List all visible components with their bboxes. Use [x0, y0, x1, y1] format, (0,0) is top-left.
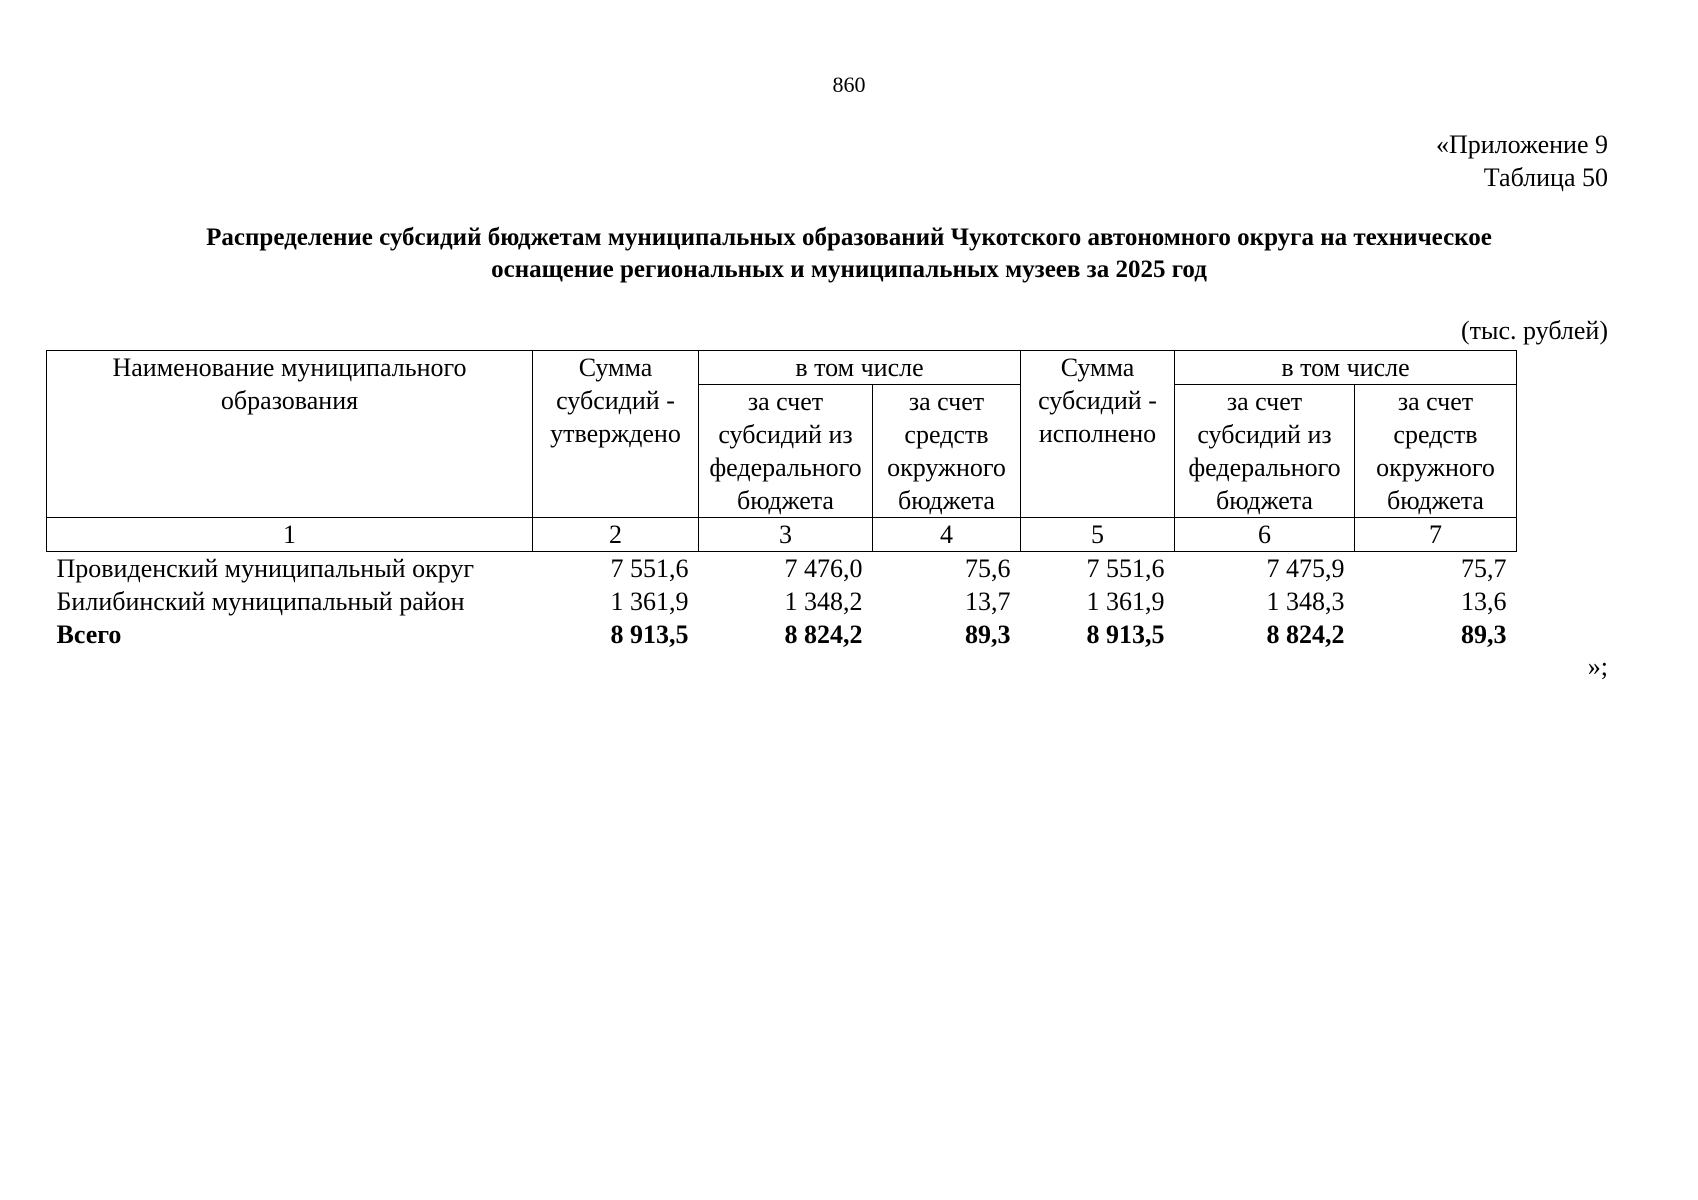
approved-total: 1 361,9: [610, 587, 689, 616]
executed-district: 75,7: [1461, 554, 1507, 583]
column-number: 3: [699, 518, 873, 552]
header-approved: Сумма субсидий - утверждено: [533, 351, 699, 518]
total-executed: 8 913,5: [1086, 620, 1165, 649]
table-row: [47, 552, 1517, 586]
total-executed-federal: 8 824,2: [1266, 620, 1345, 649]
column-numbers-row: [47, 518, 1517, 552]
municipality-name: Провиденский муниципальный округ: [56, 554, 475, 583]
executed-total: 1 361,9: [1086, 587, 1165, 616]
table-row: [47, 585, 1517, 618]
units-note: (тыс. рублей): [1460, 316, 1608, 345]
executed-district: 13,6: [1461, 587, 1507, 616]
column-number: 6: [1175, 518, 1355, 552]
approved-district: 75,6: [965, 554, 1011, 583]
column-number: 5: [1021, 518, 1175, 552]
total-approved-district: 89,3: [965, 620, 1011, 649]
header-district-approved: за счет средств окружного бюджета: [873, 385, 1021, 518]
total-approved-federal: 8 824,2: [784, 620, 863, 649]
approved-federal: 7 476,0: [784, 554, 863, 583]
header-federal-executed: за счет субсидий из федерального бюджета: [1175, 385, 1355, 518]
approved-district: 13,7: [965, 587, 1011, 616]
header-district-executed: за счет средств окружного бюджета: [1355, 385, 1517, 518]
total-row: [47, 618, 1517, 651]
column-number: 1: [47, 518, 533, 552]
title-line-1: Распределение субсидий бюджетам муниципальных образований Чукотского автономного округа на техническое: [206, 224, 1492, 251]
executed-federal: 1 348,3: [1266, 587, 1345, 616]
header-including-approved: в том числе: [699, 351, 1021, 385]
total-approved: 8 913,5: [610, 620, 689, 649]
title-line-2: оснащение региональных и муниципальных музеев за 2025 год: [491, 256, 1207, 283]
approved-total: 7 551,6: [610, 554, 689, 583]
subsidy-table: [46, 350, 1517, 651]
municipality-name: Билибинский муниципальный район: [56, 587, 465, 616]
header-federal-approved: за счет субсидий из федерального бюджета: [699, 385, 873, 518]
document-title: [60, 222, 1638, 286]
appendix-label: «Приложение 9: [1435, 130, 1608, 159]
total-executed-district: 89,3: [1461, 620, 1507, 649]
column-number: 2: [533, 518, 699, 552]
column-number: 4: [873, 518, 1021, 552]
appendix-reference: [1436, 128, 1608, 194]
executed-total: 7 551,6: [1086, 554, 1165, 583]
header-including-executed: в том числе: [1175, 351, 1517, 385]
closing-quote: »;: [1587, 652, 1608, 681]
page-number: 860: [832, 72, 866, 97]
total-label: Всего: [56, 620, 122, 649]
header-executed: Сумма субсидий - исполнено: [1021, 351, 1175, 518]
table-label: Таблица 50: [1483, 163, 1608, 192]
column-number: 7: [1355, 518, 1517, 552]
executed-federal: 7 475,9: [1266, 554, 1345, 583]
approved-federal: 1 348,2: [784, 587, 863, 616]
header-name: Наименование муниципального образования: [47, 351, 533, 518]
